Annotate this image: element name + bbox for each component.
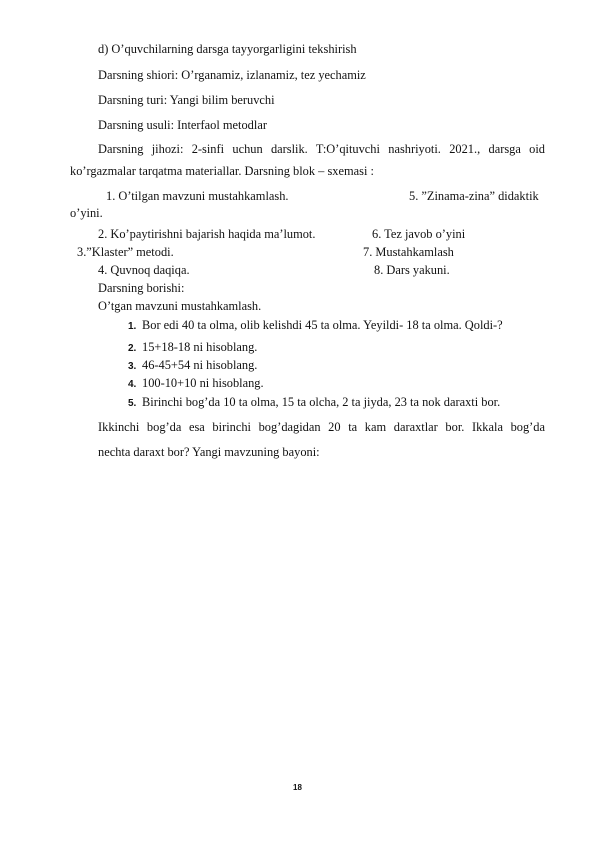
paragraph-line-2: nechta daraxt bor? Yangi mavzuning bayoni: [98, 445, 320, 459]
review-heading: O’tgan mavzuni mustahkamlash. [98, 299, 262, 313]
plan-item-5-continued: o’yini. [70, 206, 103, 220]
task-item [128, 376, 264, 392]
task-text: 15+18-18 ni hisoblang. [142, 340, 258, 354]
task-text: 100-10+10 ni hisoblang. [142, 376, 264, 390]
task-number: 2. [128, 343, 137, 354]
plan-item-7: 7. Mustahkamlash [363, 245, 454, 259]
page-number: 18 [293, 783, 302, 792]
task-text: 46-45+54 ni hisoblang. [142, 358, 258, 372]
task-item [128, 340, 257, 356]
task-item [128, 395, 500, 411]
lesson-procedure-heading: Darsning borishi: [98, 281, 185, 295]
plan-item-1: 1. O’tilgan mavzuni mustahkamlash. [106, 189, 289, 203]
lesson-motto-line: Darsning shiori: O’rganamiz, izlanamiz, tez yechamiz [98, 68, 366, 82]
readiness-check-line: d) O’quvchilarning darsga tayyorgarligini tekshirish [98, 42, 357, 56]
plan-item-6: 6. Tez javob o’yini [372, 227, 466, 241]
paragraph-line-1: Ikkinchi bog’da esa birinchi bog’dagidan 20 ta kam daraxtlar bor. Ikkala bog’da [98, 420, 545, 434]
plan-item-4: 4. Quvnoq daqiqa. [98, 263, 190, 277]
task-number: 5. [128, 398, 137, 409]
lesson-method-line: Darsning usuli: Interfaol metodlar [98, 118, 267, 132]
task-item [128, 318, 503, 334]
lesson-equipment-continued: ko’rgazmalar tarqatma materiallar. Darsning blok – sxemasi : [70, 164, 374, 178]
lesson-equipment-line: Darsning jihozi: 2-sinfi uchun darslik. T:O’qituvchi nashriyoti. 2021., darsga oid [98, 142, 545, 156]
task-number: 3. [128, 361, 137, 372]
lesson-type-line: Darsning turi: Yangi bilim beruvchi [98, 93, 275, 107]
plan-item-5: 5. ”Zinama-zina” didaktik [409, 189, 539, 203]
plan-item-3: 3.”Klaster” metodi. [77, 245, 174, 259]
task-text: Birinchi bog’da 10 ta olma, 15 ta olcha, 2 ta jiyda, 23 ta nok daraxti bor. [142, 395, 501, 409]
task-item [128, 358, 257, 374]
task-text: Bor edi 40 ta olma, olib kelishdi 45 ta olma. Yeyildi- 18 ta olma. Qoldi-? [142, 318, 503, 332]
plan-item-2: 2. Ko’paytirishni bajarish haqida ma’lumot. [98, 227, 316, 241]
task-number: 4. [128, 379, 137, 390]
plan-item-8: 8. Dars yakuni. [374, 263, 450, 277]
task-number: 1. [128, 321, 137, 332]
